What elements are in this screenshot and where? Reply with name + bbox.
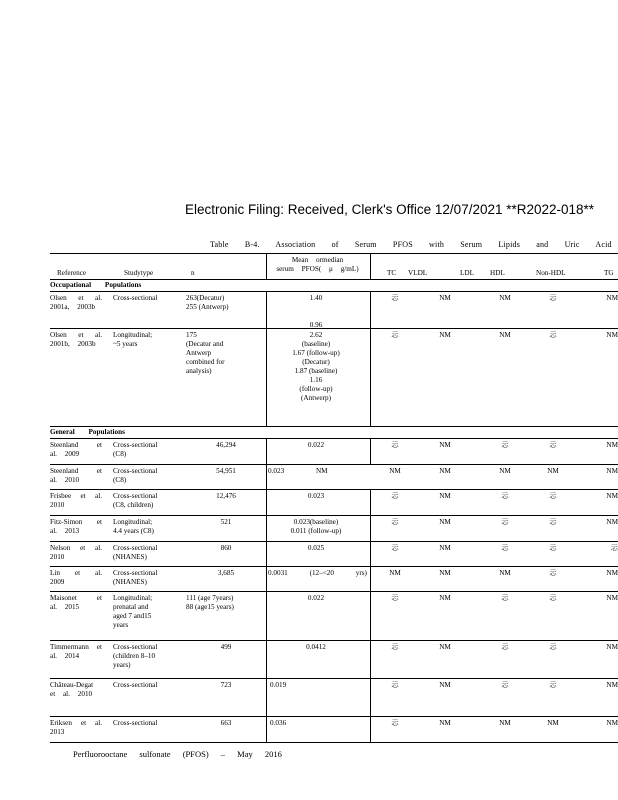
cell-mean: 0.022 xyxy=(307,594,325,602)
cell-hdl: NM xyxy=(499,719,511,727)
cell-tg: NM xyxy=(606,569,618,577)
cell-hdl: 忈 xyxy=(501,492,509,500)
cell-tc: 忈 xyxy=(391,518,399,526)
cell-mean: 0.0412 xyxy=(306,643,326,651)
cell-mean: 1.40 0.96 xyxy=(309,294,323,329)
cell-non-hdl: 忈 xyxy=(549,594,557,602)
table-header-row xyxy=(50,253,618,280)
cell-mean: 0.019 xyxy=(270,681,287,689)
header-ldl: LDL xyxy=(460,269,474,277)
header-mean-serum-pfos: Mean ormedian serum PFOS( μ g/mL) xyxy=(276,256,359,273)
cell-tg: NM xyxy=(606,294,618,302)
table-row xyxy=(50,641,618,679)
cell-mean: 0.036 xyxy=(270,719,287,727)
cell-hdl: 忈 xyxy=(501,681,509,689)
cell-study-type: Cross-sectional (C8) xyxy=(113,441,158,458)
cell-non-hdl: 忈 xyxy=(549,569,557,577)
cell-mean: 0.025 xyxy=(307,544,325,552)
cell-reference: Steenland et al. 2009 xyxy=(50,441,102,458)
cell-tc: 忈 xyxy=(391,594,399,602)
cell-non-hdl: 忈 xyxy=(549,544,557,552)
header-tg: TG xyxy=(604,269,614,277)
cell-n: 521 xyxy=(220,518,232,526)
cell-n: 175 (Decatur and Antwerp combined for analysis) xyxy=(186,331,225,375)
cell-tg: NM xyxy=(606,331,618,339)
lipids-table xyxy=(50,253,618,743)
cell-reference: Steenland et al. 2010 xyxy=(50,467,102,484)
section-occupational-label: Occupational Populations xyxy=(50,281,142,289)
cell-non-hdl: NM xyxy=(547,467,559,475)
cell-reference: Olsen et al. 2001b, 2003b xyxy=(50,331,102,348)
cell-vldl: NM xyxy=(439,681,451,689)
header-vldl: VLDL xyxy=(408,269,428,277)
table-row xyxy=(50,679,618,717)
cell-reference: Olsen et al. 2001a, 2003b xyxy=(50,294,102,311)
table-row xyxy=(50,717,618,743)
cell-mean: 0.023(baseline) 0.011 (follow-up) xyxy=(290,518,342,535)
cell-hdl: 忈 xyxy=(501,441,509,449)
header-reference: Reference xyxy=(57,269,87,277)
table-row xyxy=(50,542,618,567)
cell-n: 54,951 xyxy=(216,467,236,475)
cell-vldl: NM xyxy=(439,492,451,500)
cell-hdl: NM xyxy=(499,294,511,302)
cell-study-type: Longitudinal; 4.4 years (C8) xyxy=(113,518,154,535)
cell-tc: 忈 xyxy=(391,331,399,339)
cell-tc: 忈 xyxy=(391,294,399,302)
cell-non-hdl: 忈 xyxy=(549,643,557,651)
cell-study-type: Cross-sectional (children 8–10 years) xyxy=(113,643,158,669)
cell-n: 3,685 xyxy=(217,569,235,577)
cell-tg: NM xyxy=(606,594,618,602)
cell-n: 111 (age 7years) 88 (age15 years) xyxy=(186,594,234,611)
cell-hdl: 忈 xyxy=(501,594,509,602)
cell-non-hdl: 忈 xyxy=(549,681,557,689)
cell-vldl: NM xyxy=(439,294,451,302)
cell-study-type: Cross-sectional (C8, children) xyxy=(113,492,158,509)
cell-study-type: Cross-sectional xyxy=(113,294,158,302)
cell-non-hdl: NM xyxy=(547,719,559,727)
cell-study-type: Cross-sectional (NHANES) xyxy=(113,569,158,586)
page-footer: Perfluorooctane sulfonate (PFOS) – May 2016 xyxy=(73,749,282,759)
cell-n: 12,476 xyxy=(216,492,236,500)
table-row xyxy=(50,567,618,592)
cell-study-type: Cross-sectional xyxy=(113,681,158,689)
cell-tc: 忈 xyxy=(391,681,399,689)
table-row xyxy=(50,592,618,641)
cell-n: 723 xyxy=(220,681,232,689)
cell-reference: Frisbee et al. 2010 xyxy=(50,492,102,509)
cell-hdl: 忈 xyxy=(501,643,509,651)
cell-hdl: NM xyxy=(499,331,511,339)
cell-vldl: NM xyxy=(439,518,451,526)
table-row xyxy=(50,292,618,329)
cell-reference: Timmermann et al. 2014 xyxy=(50,643,102,660)
cell-vldl: NM xyxy=(439,643,451,651)
cell-non-hdl: 忈 xyxy=(549,492,557,500)
filing-header: Electronic Filing: Received, Clerk's Office 12/07/2021 **R2022-018** xyxy=(185,202,595,217)
cell-non-hdl: 忈 xyxy=(549,518,557,526)
cell-mean: 0.0031 (12–<20 yrs) xyxy=(268,569,367,577)
cell-non-hdl: 忈 xyxy=(549,294,557,302)
cell-vldl: NM xyxy=(439,544,451,552)
cell-study-type: Longitudinal; prenatal and aged 7 and15 years xyxy=(113,594,153,629)
cell-tg: NM xyxy=(606,441,618,449)
table-row xyxy=(50,490,618,516)
cell-tg: NM xyxy=(606,643,618,651)
cell-tg: NM xyxy=(606,492,618,500)
section-general-label: General Populations xyxy=(50,428,125,436)
cell-tg: NM xyxy=(606,719,618,727)
cell-tg: 忈 xyxy=(610,544,618,552)
cell-vldl: NM xyxy=(439,569,451,577)
cell-n: 860 xyxy=(220,544,232,552)
cell-study-type: Longitudinal; ~5 years xyxy=(113,331,153,348)
cell-vldl: NM xyxy=(439,719,451,727)
cell-vldl: NM xyxy=(439,594,451,602)
cell-reference: Lin et al. 2009 xyxy=(50,569,102,586)
section-occupational xyxy=(50,280,618,292)
cell-tc: 忈 xyxy=(391,544,399,552)
cell-n: 263(Decatur) 255 (Antwerp) xyxy=(186,294,229,311)
cell-reference: Nelson et al. 2010 xyxy=(50,544,102,561)
header-hdl: HDL xyxy=(490,269,505,277)
cell-vldl: NM xyxy=(439,467,451,475)
cell-study-type: Cross-sectional (C8) xyxy=(113,467,158,484)
header-tc: TC xyxy=(387,269,397,277)
cell-study-type: Cross-sectional xyxy=(113,719,158,727)
table-row xyxy=(50,465,618,490)
table-row xyxy=(50,329,618,427)
cell-mean: 2.62 (baseline) 1.67 (follow-up) (Decatur) 1.87 (baseline) 1.16 (follow-up) (Antwerp) xyxy=(292,331,340,402)
cell-non-hdl: 忈 xyxy=(549,441,557,449)
cell-non-hdl: 忈 xyxy=(549,331,557,339)
cell-tc: NM xyxy=(389,569,401,577)
cell-reference: Fitz-Simon et al. 2013 xyxy=(50,518,102,535)
cell-hdl: NM xyxy=(499,467,511,475)
cell-tc: 忈 xyxy=(391,719,399,727)
section-general xyxy=(50,427,618,439)
cell-mean: 0.023 NM xyxy=(268,467,328,475)
cell-reference: Eriksen et al. 2013 xyxy=(50,719,102,736)
cell-tc: 忈 xyxy=(391,441,399,449)
cell-mean: 0.022 xyxy=(307,441,325,449)
cell-n: 663 xyxy=(220,719,232,727)
cell-tc: NM xyxy=(389,467,401,475)
cell-vldl: NM xyxy=(439,441,451,449)
table-caption: Table B-4. Association of Serum PFOS with Serum Lipids and Uric Acid xyxy=(210,240,612,249)
cell-mean: 0.023 xyxy=(307,492,325,500)
cell-vldl: NM xyxy=(439,331,451,339)
cell-study-type: Cross-sectional (NHANES) xyxy=(113,544,158,561)
header-study-type: Studytype xyxy=(124,269,154,277)
table-row xyxy=(50,439,618,465)
table-row xyxy=(50,516,618,542)
header-n: n xyxy=(191,269,195,277)
header-non-hdl: Non-HDL xyxy=(536,269,566,277)
cell-tg: NM xyxy=(606,467,618,475)
cell-reference: Maisonet et al. 2015 xyxy=(50,594,102,611)
cell-hdl: NM xyxy=(499,569,511,577)
cell-tg: NM xyxy=(606,681,618,689)
cell-n: 46,294 xyxy=(216,441,236,449)
cell-tg: NM xyxy=(606,518,618,526)
cell-tc: 忈 xyxy=(391,643,399,651)
cell-n: 499 xyxy=(220,643,232,651)
cell-hdl: 忈 xyxy=(501,518,509,526)
cell-reference: Château-Degat et al. 2010 xyxy=(50,681,94,698)
cell-hdl: 忈 xyxy=(501,544,509,552)
cell-tc: 忈 xyxy=(391,492,399,500)
